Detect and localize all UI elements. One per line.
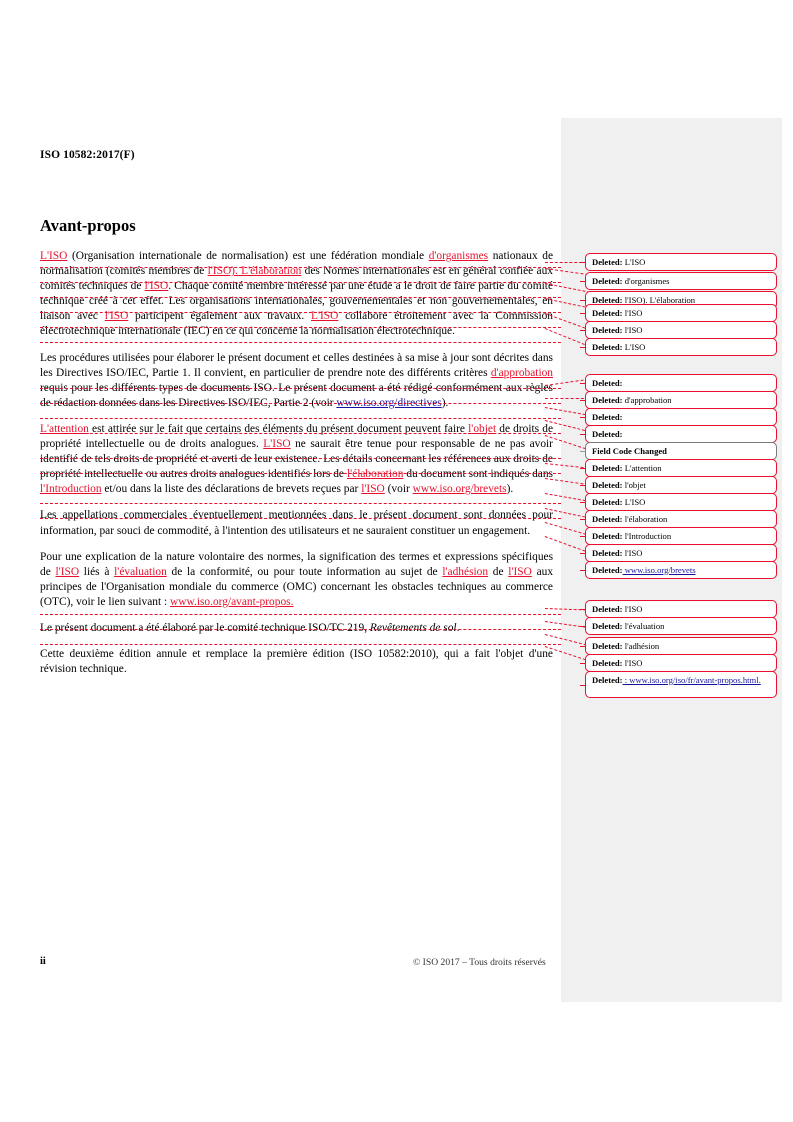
body-text: collabore étroitement avec la Commission électrotechnique internationale (IEC) en ce qui concerne la normalisation électrotechnique. (40, 310, 553, 338)
inserted-text: l'ISO (55, 565, 80, 578)
change-bar-line (40, 327, 561, 328)
inserted-text: d'organismes (428, 250, 489, 262)
change-bar-line (40, 342, 561, 343)
balloon-label: Deleted: (592, 479, 623, 490)
balloon-label: Deleted: (592, 547, 623, 558)
body-text: (voir (384, 483, 413, 496)
balloon-value[interactable]: : www.iso.org/iso/fr/avant-propos.html. (622, 674, 761, 685)
deleted-balloon[interactable] (585, 304, 777, 322)
body-text: de droits de propriété intellectuelle ou de droits analogues. (40, 422, 554, 451)
balloon-value: l'évaluation (622, 620, 665, 631)
balloon-label: Deleted: (592, 377, 623, 388)
deleted-balloon[interactable] (585, 272, 777, 290)
balloon-value: l'objet (622, 479, 646, 490)
deleted-balloon[interactable] (585, 321, 777, 339)
deleted-balloon[interactable] (585, 654, 777, 672)
deleted-balloon[interactable] (585, 459, 777, 477)
body-text: de la conformité, ou pour toute information au sujet de (166, 565, 443, 578)
balloon-label: Deleted: (592, 294, 623, 305)
deleted-balloon[interactable] (585, 493, 777, 511)
balloon-label: Deleted: (592, 462, 623, 473)
page-title: Avant-propos (40, 216, 136, 235)
balloon-label: Deleted: (592, 564, 623, 575)
body-text: et/ou dans la liste des déclarations de brevets reçues par (101, 483, 362, 496)
field-code-changed-balloon[interactable] (585, 442, 777, 460)
deleted-balloon[interactable] (585, 391, 777, 409)
inserted-text: l'Introduction (40, 483, 102, 496)
balloon-label: Deleted: (592, 657, 623, 668)
inserted-text: l'évaluation (114, 565, 167, 578)
body-text: nationaux de normalisation (comités membres de (40, 250, 553, 278)
balloon-value: d'organismes (622, 275, 670, 286)
inserted-text: d'approbation (490, 366, 553, 379)
balloon-value: L'ISO (622, 341, 646, 352)
balloon-value: l'élaboration (622, 513, 668, 524)
paragraph-7 (40, 647, 553, 677)
document-body (40, 249, 553, 688)
balloon-value: d'approbation (622, 394, 672, 405)
inserted-text: l'ISO (508, 565, 532, 578)
hyperlink-iso-directives[interactable]: www.iso.org/directives (336, 396, 442, 409)
balloon-label: Deleted: (592, 513, 623, 524)
deleted-balloon[interactable] (585, 374, 777, 392)
hyperlink-iso-brevets[interactable]: www.iso.org/brevets (412, 483, 507, 496)
deleted-balloon[interactable] (585, 338, 777, 356)
hyperlink-iso-avant-propos[interactable]: www.iso.org/avant-propos. (170, 595, 294, 608)
inserted-text: l'adhésion (442, 565, 489, 578)
deleted-balloon[interactable] (585, 637, 777, 655)
balloon-value: l'ISO (622, 324, 643, 335)
body-text: ). (506, 483, 514, 496)
balloon-label: Deleted: (592, 674, 623, 685)
inserted-text: L'ISO (40, 250, 68, 262)
balloon-label: Deleted: (592, 307, 623, 318)
change-bar-line (40, 282, 561, 283)
deleted-balloon[interactable] (585, 476, 777, 494)
balloon-label: Deleted: (592, 428, 623, 439)
deleted-balloon[interactable] (585, 527, 777, 545)
inserted-text: L'ISO (310, 310, 339, 323)
change-bar-line (40, 644, 561, 645)
inserted-text: L'ISO (263, 438, 291, 451)
body-text: . (456, 621, 460, 634)
balloon-label: Deleted: (592, 620, 623, 631)
body-text: Les procédures utilisées pour élaborer le présent document et celles destinées à sa mise à jour sont décrites dans les Directives ISO/IEC, Partie 1. Il convient, en particulier de prendre note des différents critères (40, 351, 553, 379)
balloon-label: Deleted: (592, 256, 623, 267)
balloon-value: l'Introduction (622, 530, 672, 541)
deleted-balloon[interactable] (585, 671, 777, 698)
change-bar-line (40, 297, 561, 298)
change-bar-line (40, 388, 561, 389)
body-text: Cette deuxième édition annule et remplace la première édition (ISO 10582:2010), qui a fait l'objet d'une révision technique. (40, 648, 553, 676)
body-text: des Normes internationales est en général confiée aux comités techniques de (40, 265, 553, 293)
deleted-balloon[interactable] (585, 425, 777, 443)
change-bar-line (40, 403, 561, 404)
balloon-value: L'attention (622, 462, 662, 473)
body-text: . Chaque comité membre intéressé par une étude a le droit de faire partie du comité technique créé à cet effet. Les organisations internationales, gouvernementales et non gouvernementales, en liaison avec (40, 280, 554, 323)
balloon-value[interactable]: www.iso.org/brevets (622, 564, 696, 575)
balloon-value: l'ISO (622, 307, 643, 318)
body-text: de (488, 565, 509, 578)
change-bar-line (40, 629, 561, 630)
paragraph-2 (40, 351, 553, 411)
change-bar-line (40, 614, 561, 615)
change-bar-line (40, 518, 561, 519)
balloon-label: Deleted: (592, 394, 623, 405)
balloon-value: l'ISO (622, 657, 643, 668)
footer-copyright: © ISO 2017 – Tous droits réservés (413, 957, 546, 968)
footer-page-number: ii (40, 956, 46, 967)
body-text: Les appellations commerciales éventuellement mentionnées dans le présent document sont données pour information, par souci de commodité, à l'intention des utilisateurs et ne sauraient constituer un engagement. (40, 509, 553, 537)
body-text: ). (441, 396, 449, 409)
balloon-label: Field Code Changed (592, 445, 667, 456)
balloon-value: L'ISO (622, 256, 646, 267)
body-text: aux principes de l'Organisation mondiale du commerce (OMC) concernant les obstacles techniques au commerce (OTC), voir le lien suivant : (40, 565, 554, 608)
inserted-text: l'ISO (361, 483, 385, 496)
balloon-value: l'adhésion (622, 640, 660, 651)
balloon-label: Deleted: (592, 341, 623, 352)
balloon-label: Deleted: (592, 530, 623, 541)
balloon-label: Deleted: (592, 640, 623, 651)
inserted-text: L'attention (40, 422, 89, 435)
balloon-label: Deleted: (592, 411, 623, 422)
balloon-label: Deleted: (592, 496, 623, 507)
document-identifier: ISO 10582:2017(F) (40, 149, 135, 161)
paragraph-1 (40, 249, 553, 340)
inserted-text: l'objet (468, 422, 497, 435)
body-text: Le présent document a été élaboré par le comité technique ISO/TC 219, (40, 621, 370, 634)
paragraph-4 (40, 508, 553, 538)
deleted-balloon[interactable] (585, 253, 777, 271)
inserted-text: l'ISO (104, 310, 129, 323)
balloon-value: l'ISO (622, 547, 643, 558)
deleted-balloon[interactable] (585, 617, 777, 635)
paragraph-5 (40, 550, 553, 610)
change-bar-line (40, 312, 561, 313)
inserted-text: l'ISO). L'élaboration (207, 265, 302, 278)
change-bar-line (40, 503, 561, 504)
balloon-label: Deleted: (592, 603, 623, 614)
change-bar-line (40, 418, 561, 419)
deleted-balloon[interactable] (585, 510, 777, 528)
deleted-balloon[interactable] (585, 600, 777, 618)
deleted-balloon[interactable] (585, 561, 777, 579)
balloon-value: L'ISO (622, 496, 646, 507)
balloon-value: l'ISO (622, 603, 643, 614)
body-text: Pour une explication de la nature volontaire des normes, la signification des termes et expressions spécifiques de (40, 550, 553, 578)
inserted-text: l'ISO (144, 280, 169, 293)
body-text: requis pour les différents types de documents ISO. Le présent document a été rédigé conformément aux règles de rédaction données dans les Directives ISO/IEC, Partie 2 (voir (40, 381, 553, 409)
body-text: ne saurait être tenue pour responsable de ne pas avoir identifié de tels droits de propriété et averti de leur existence. Les détails concernant les références aux droits de propriété intellectuelle ou autres droits analogues identifiés lors de (40, 438, 553, 481)
body-text: (Organisation internationale de normalisation) est une fédération mondiale (67, 250, 429, 262)
deleted-balloon[interactable] (585, 408, 777, 426)
body-text: du document sont indiqués dans (403, 468, 553, 481)
body-text: est attirée sur le fait que certains des éléments du présent document peuvent faire (88, 422, 469, 435)
committee-title: Revêtements de sol (369, 621, 457, 634)
change-bar-line (40, 267, 561, 268)
body-text: liés à (79, 565, 115, 578)
balloon-value: l'ISO). L'élaboration (622, 294, 696, 305)
body-text: participent également aux travaux. (128, 310, 311, 323)
inserted-text: l'élaboration (346, 468, 404, 481)
balloon-label: Deleted: (592, 275, 623, 286)
balloon-label: Deleted: (592, 324, 623, 335)
change-bar-line (40, 458, 561, 459)
deleted-balloon[interactable] (585, 544, 777, 562)
change-bar-line (40, 473, 561, 474)
change-bar-line (40, 433, 561, 434)
